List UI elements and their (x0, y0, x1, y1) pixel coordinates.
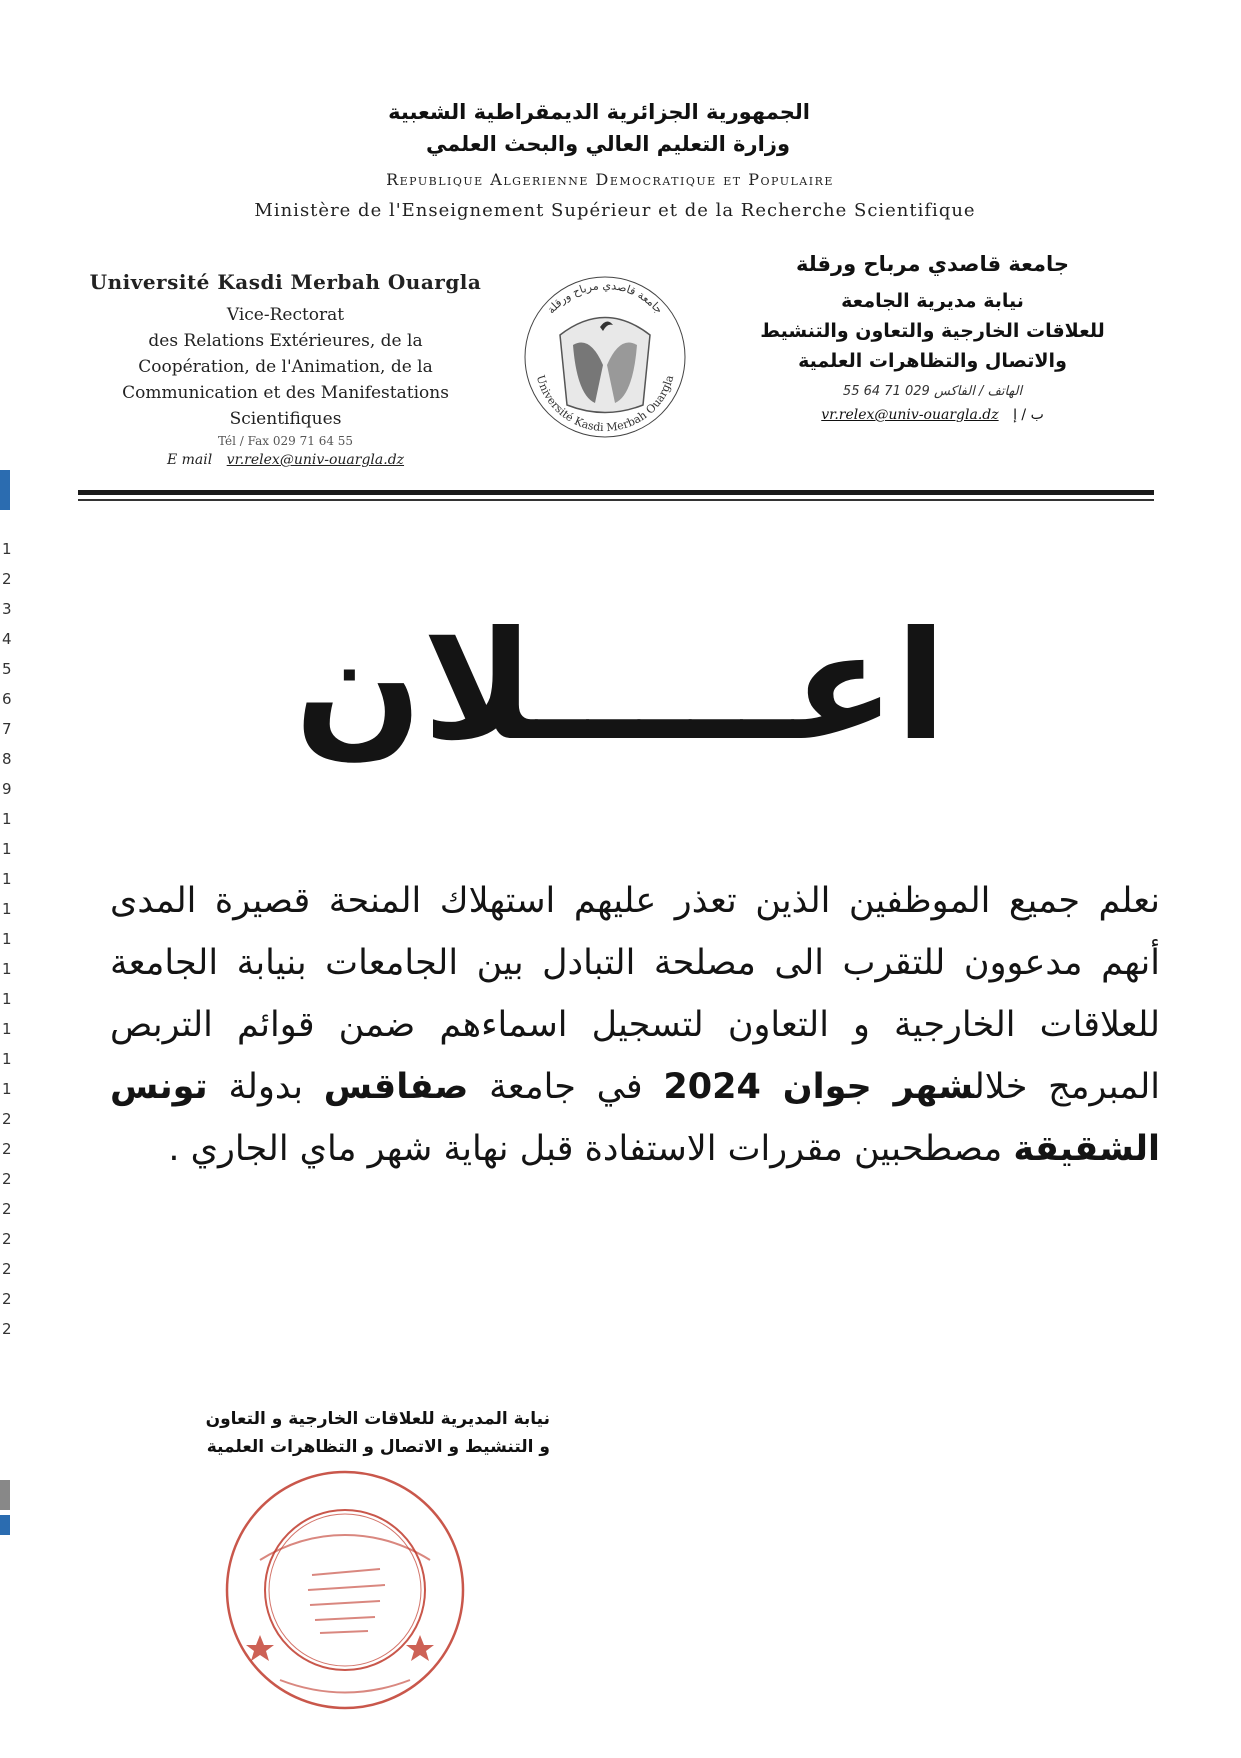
university-logo (515, 265, 695, 445)
scan-edge-number: 2 (2, 1320, 12, 1338)
left-header-block (88, 270, 483, 468)
office-lines-fr (88, 302, 483, 432)
scan-edge-mark (0, 1480, 10, 1510)
header-rule-thin (78, 499, 1154, 501)
scan-edge-number: 1 (2, 540, 12, 558)
office-line: Coopération, de l'Animation, de la (138, 357, 433, 377)
right-header-block (740, 252, 1125, 423)
scan-edge-number: 1 (2, 900, 12, 918)
office-line: Scientifiques (229, 409, 342, 429)
scan-edge-number: 6 (2, 690, 12, 708)
scan-edge-number: 2 (2, 1110, 12, 1128)
republic-french: Republique Algerienne Democratique et Populaire (386, 170, 834, 189)
scan-edge-number: 1 (2, 1080, 12, 1098)
scan-edge-number: 1 (2, 1020, 12, 1038)
email-label: ب / إ (1013, 407, 1044, 423)
scan-edge-number: 1 (2, 1050, 12, 1068)
scan-edge-number: 2 (2, 1140, 12, 1158)
scan-edge-number: 1 (2, 870, 12, 888)
email-link[interactable]: vr.relex@univ-ouargla.dz (226, 452, 405, 468)
scan-edge-number: 9 (2, 780, 12, 798)
scan-edge-number: 2 (2, 1200, 12, 1218)
scan-edge-number: 2 (2, 1170, 12, 1188)
announcement-body (110, 870, 1160, 1180)
email-link[interactable]: vr.relex@univ-ouargla.dz (821, 407, 999, 423)
body-bold-date: شهر جوان 2024 (663, 1067, 975, 1107)
university-name-fr: Université Kasdi Merbah Ouargla (89, 270, 482, 294)
email-line-fr (88, 452, 483, 468)
official-stamp (220, 1465, 470, 1715)
office-line: والاتصال والتظاهرات العلمية (798, 350, 1067, 372)
republic-arabic: الجمهورية الجزائرية الديمقراطية الشعبية (388, 100, 810, 124)
scan-edge-number: 4 (2, 630, 12, 648)
office-line: للعلاقات الخارجية والتعاون والتنشيط (760, 320, 1105, 342)
body-text-segment: مصطحبين مقررات الاستفادة قبل نهاية شهر ماي الجاري . (168, 1129, 1014, 1169)
scan-edge-number: 3 (2, 600, 12, 618)
scan-edge-number: 8 (2, 750, 12, 768)
scan-edge-number: 1 (2, 810, 12, 828)
email-line-ar (740, 407, 1125, 423)
office-line: Communication et des Manifestations (122, 383, 449, 403)
ministry-french: Ministère de l'Enseignement Supérieur et de la Recherche Scientifique (254, 200, 976, 221)
university-name-ar: جامعة قاصدي مرباح ورقلة (795, 252, 1070, 276)
signature-line: نيابة المديرية للعلاقات الخارجية و التعاون (205, 1409, 550, 1429)
body-text-segment: بدولة (207, 1067, 324, 1107)
email-label: E mail (166, 452, 213, 468)
header-rule (78, 490, 1154, 495)
logo-ring-ar: جامعة قاصدي مرباح ورقلة (544, 278, 666, 317)
scan-edge-number: 2 (2, 1230, 12, 1248)
body-bold-university: صفاقس (323, 1067, 469, 1107)
body-bold-country: تونس الشقيقة (110, 1067, 1160, 1169)
tel-fax-fr: Tél / Fax 029 71 64 55 (217, 434, 354, 448)
office-line: Vice-Rectorat (226, 305, 345, 325)
signature-block (200, 1405, 550, 1461)
body-text-segment: نعلم جميع الموظفين الذين تعذر عليهم استهلاك المنحة قصيرة المدى أنهم مدعوون للتقرب الى مصلحة التبادل بين الجامعات بنيابة الجامعة للعلاقات الخارجية و التعاون لتسجيل اسماءهم ضمن قوائم التربص المبرمج خلال (110, 881, 1160, 1107)
body-text-segment: في جامعة (468, 1067, 664, 1107)
office-line: نيابة مديرية الجامعة (841, 290, 1024, 312)
scan-edge-number: 2 (2, 1260, 12, 1278)
logo-ring-fr: Université Kasdi Merbah Ouargla (533, 373, 677, 435)
scan-edge-number: 1 (2, 840, 12, 858)
scan-edge-number: 1 (2, 960, 12, 978)
office-line: des Relations Extérieures, de la (148, 331, 423, 351)
signature-line: و التنشيط و الاتصال و التظاهرات العلمية (206, 1437, 550, 1457)
scan-edge-mark (0, 1515, 10, 1535)
scan-edge-number: 2 (2, 570, 12, 588)
scan-edge-number: 1 (2, 930, 12, 948)
ministry-arabic: وزارة التعليم العالي والبحث العلمي (425, 132, 790, 156)
tel-fax-ar: الهاتف / الفاكس 029 71 64 55 (842, 384, 1023, 399)
scan-edge-number: 1 (2, 990, 12, 1008)
office-lines-ar (740, 286, 1125, 376)
scan-edge-number: 2 (2, 1290, 12, 1308)
scan-edge-number: 5 (2, 660, 12, 678)
announcement-title: اعـــــلان (294, 600, 947, 774)
scan-edge-mark (0, 470, 10, 510)
scan-edge-number: 7 (2, 720, 12, 738)
